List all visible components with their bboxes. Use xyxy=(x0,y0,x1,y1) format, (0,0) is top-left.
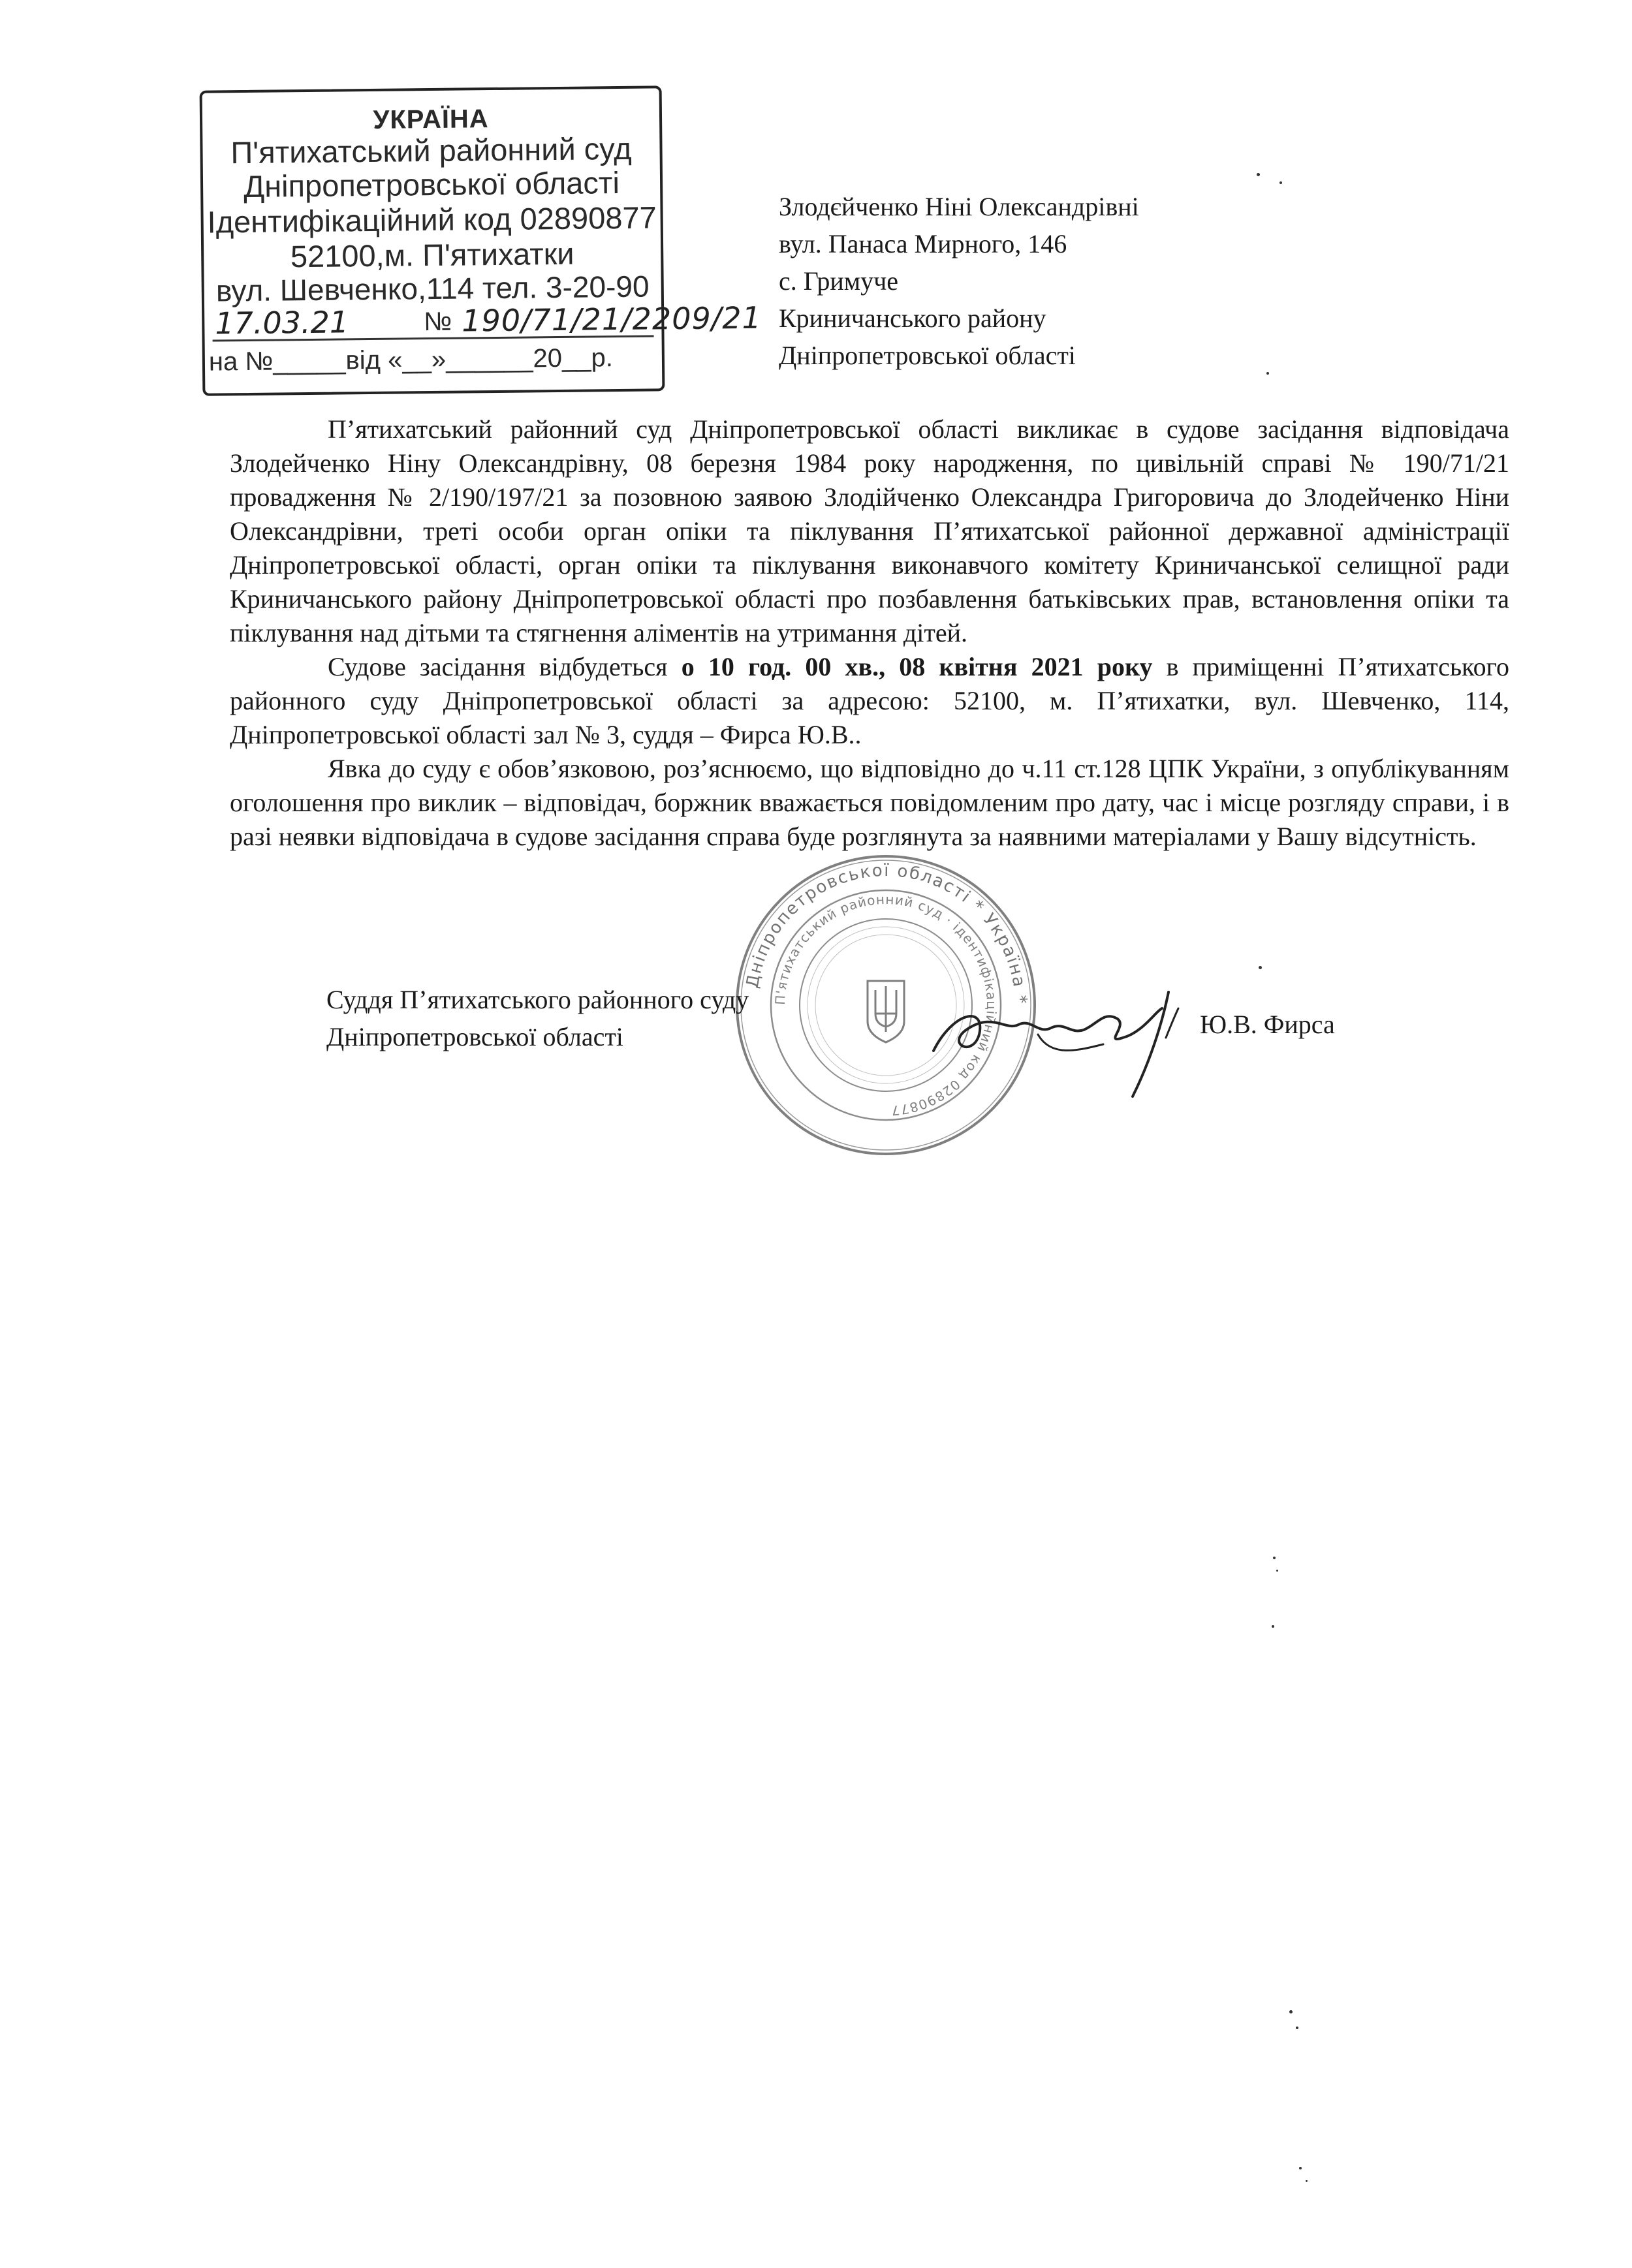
stamp-id-code: Ідентифікаційний код 02890877 xyxy=(207,200,657,240)
hearing-intro: Судове засідання відбудеться xyxy=(328,652,682,681)
stamp-country: УКРАЇНА xyxy=(373,104,489,134)
addressee-district: Криничанського району xyxy=(779,303,1046,333)
scan-speck xyxy=(1289,2010,1293,2013)
addressee-village: с. Гримуче xyxy=(779,266,898,296)
addressee-name: Злодєйченко Ніні Олександрівні xyxy=(779,192,1139,221)
stamp-number-label: № xyxy=(424,307,452,337)
addressee-street: вул. Панаса Мирного, 146 xyxy=(779,229,1067,258)
hearing-datetime: о 10 год. 00 хв., 08 квітня 2021 року xyxy=(681,652,1153,681)
seal-outer-text: Дніпропетровської області * Україна * xyxy=(742,860,1031,1006)
hearing-location: в приміщенні П’ятихатського районного суду Дніпропетровської області за адресою: 52100, м. П’ятихатки, вул. Шевченко, 114, Дніпропетровської області зал № 3, суддя – Фирса Ю.В.. xyxy=(230,652,1509,749)
seal-inner-text: П'ятихатський районний суд · ідентифікаційний код 02890877 xyxy=(772,891,1000,1119)
judge-signature xyxy=(907,972,1214,1103)
summons-paragraph-1: П’ятихатський районний суд Дніпропетровської області викликає в судове засідання відповідача Злодейченко Ніну Олександрівну, 08 березня 1984 року народження, по цивільній справі № 190/71/21 провадження № 2/190/197/21 за позовною заявою Злодійченко Олександра Григоровича до Злодейченко Ніни Олександрівни, треті особи орган опіки та піклування П’ятихатської районної державної адміністрації Дніпропетровської області, орган опіки та піклування виконавчого комітету Криничанської селищної ради Криничанського району Дніпропетровської області про позбавлення батьківських прав, встановлення опіки та піклування над дітьми та стягнення аліментів на утримання дітей. xyxy=(230,414,1509,647)
stamp-court-name: П'ятихатський районний суд xyxy=(230,131,632,170)
summons-paragraph-2 xyxy=(230,650,1509,752)
stamp-city: 52100,м. П'ятихатки xyxy=(290,236,574,274)
judge-title-line-1: Суддя П’ятихатського районного суду xyxy=(326,985,749,1014)
scan-speck xyxy=(1266,372,1269,375)
stamp-handwritten-date: 17.03.21 xyxy=(215,304,349,341)
scan-speck xyxy=(1296,2027,1298,2029)
scan-speck xyxy=(1257,173,1260,176)
stamp-handwritten-number: 190/71/21/2209/21 xyxy=(462,300,762,339)
scan-speck xyxy=(1306,2180,1308,2182)
stamp-region: Дніпропетровської області xyxy=(243,164,620,204)
scan-speck xyxy=(1273,1557,1276,1559)
scan-speck xyxy=(1259,966,1262,969)
stamp-date-row xyxy=(208,300,762,343)
addressee-block xyxy=(779,188,1139,374)
stamp-street: вул. Шевченко,114 тел. 3-20-90 xyxy=(215,269,650,308)
stamp-reference-line: на №_____від «__»______20__р. xyxy=(208,343,614,377)
addressee-region: Дніпропетровської області xyxy=(779,341,1076,370)
summons-paragraph-3: Явка до суду є обов’язковою, роз’яснюємо, що відповідно до ч.11 ст.128 ЦПК України, з опублікуванням оголошення про виклик – відповідач, боржник вважається повідомленим про дату, час і місце розгляду справи, і в разі неявки відповідача в судове засідання справа буде розглянута за наявними матеріалами у Вашу відсутність. xyxy=(230,754,1509,851)
scan-speck xyxy=(1279,181,1282,184)
judge-title xyxy=(326,981,749,1055)
scan-speck xyxy=(1276,1570,1278,1572)
summons-body xyxy=(230,412,1509,854)
judge-name: Ю.В. Фирса xyxy=(1200,1010,1335,1039)
trident-emblem-icon xyxy=(868,981,904,1042)
registration-stamp xyxy=(200,85,762,396)
scan-speck xyxy=(1299,2167,1302,2169)
judge-title-line-2: Дніпропетровської області xyxy=(326,1022,623,1051)
scan-speck xyxy=(1272,1625,1274,1628)
